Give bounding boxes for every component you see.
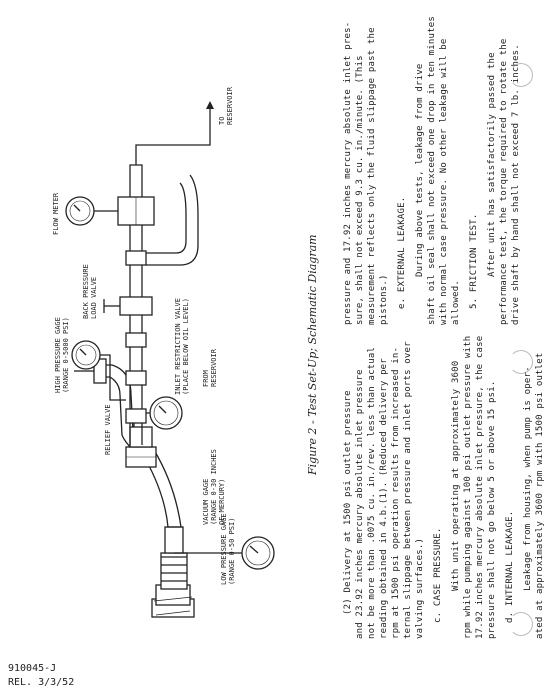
back-pressure-valve xyxy=(104,297,152,315)
text-line: 17.92 inches mercury absolute inlet pressure, the case xyxy=(475,335,485,639)
text-line: with normal case pressure. No other leakage will be xyxy=(439,38,449,325)
section-heading: d. INTERNAL LEAKAGE. xyxy=(505,510,515,623)
label-to-reservoir: TO RESERVOIR xyxy=(218,87,234,125)
text-line: allowed. xyxy=(451,280,461,325)
text-line: shaft oil seal shall not exceed one drop in ten minutes xyxy=(427,15,437,325)
text-line: (2) Delivery at 1500 psi outlet pressure xyxy=(343,390,353,615)
label-flow-meter: FLOW METER xyxy=(52,192,60,235)
text-line: drive shaft by hand shall not exceed 7 lb. inches. xyxy=(511,44,521,325)
label-relief-valve: RELIEF VALVE xyxy=(104,404,112,455)
text-line: and 23.92 inches mercury absolute inlet pressure xyxy=(355,369,365,639)
flow-meter xyxy=(66,197,154,225)
text-line: reading obtained in 4.b.(1). (Reduced delivery per xyxy=(379,358,389,639)
text-line: performance test, the torque required to rotate the xyxy=(499,38,509,325)
label-vacuum-gage: VACUUM GAGE (RANGE 0-30 INCHES OF MERCURY) xyxy=(202,449,226,525)
text-line: pistons.) xyxy=(379,274,389,325)
label-inlet-restriction-valve: INLET RESTRICTION VALVE (PLACE BELOW OIL LEVEL) xyxy=(174,298,190,395)
text-line: With unit operating at approximately 3600 xyxy=(451,360,461,591)
pump-body xyxy=(146,450,194,617)
section-heading: c. CASE PRESSURE. xyxy=(433,527,443,623)
text-line: ated at approximately 3600 rpm with 1500 psi outlet xyxy=(535,352,545,639)
label-from-reservoir: FROM RESERVOIR xyxy=(202,349,218,387)
text-line: pressure and 17.92 inches mercury absolute inlet pres- xyxy=(343,21,353,325)
section-heading: e. EXTERNAL LEAKAGE. xyxy=(397,196,407,309)
release-date: REL. 3/3/52 xyxy=(8,677,75,688)
figure-caption: Figure 2 - Test Set-Up; Schematic Diagram xyxy=(306,234,319,475)
rotated-content xyxy=(30,15,545,645)
text-line: pressure shall not go below 5 or above 15 psi. xyxy=(487,380,497,639)
text-line: After unit has satisfactorily passed the xyxy=(487,52,497,277)
text-line: Leakage from housing, when pump is oper- xyxy=(523,366,533,591)
label-low-pressure-gage: LOW PRESSURE GAGE (RANGE 0-50 PSI) xyxy=(220,513,236,585)
text-line: ternal slippage between pressure and inlet ports over xyxy=(403,341,413,639)
schematic-diagram xyxy=(30,45,330,645)
document-number: 910045-J xyxy=(8,663,57,674)
text-line: rpm at 1500 psi operation results from increased in- xyxy=(391,346,401,639)
text-line: rpm while pumping against 100 psi outlet pressure with xyxy=(463,335,473,639)
section-heading: 5. FRICTION TEST. xyxy=(469,213,479,309)
label-back-pressure-valve: BACK PRESSURE LOAD VALVE xyxy=(82,264,98,319)
text-line: sure, shall not exceed 9.3 cu. in./minute. (This xyxy=(355,55,365,325)
text-line: measurement reflects only the fluid slippage past the xyxy=(367,27,377,325)
pressure-line xyxy=(126,195,146,445)
text-line: During above tests, leakage from drive xyxy=(415,63,425,277)
text-line: not be more than .0075 cu. in./rev. less than actual xyxy=(367,346,377,639)
label-high-pressure-gage: HIGH PRESSURE GAGE (RANGE 0-5000 PSI) xyxy=(54,317,70,393)
text-line: valving surfaces.) xyxy=(415,537,425,639)
